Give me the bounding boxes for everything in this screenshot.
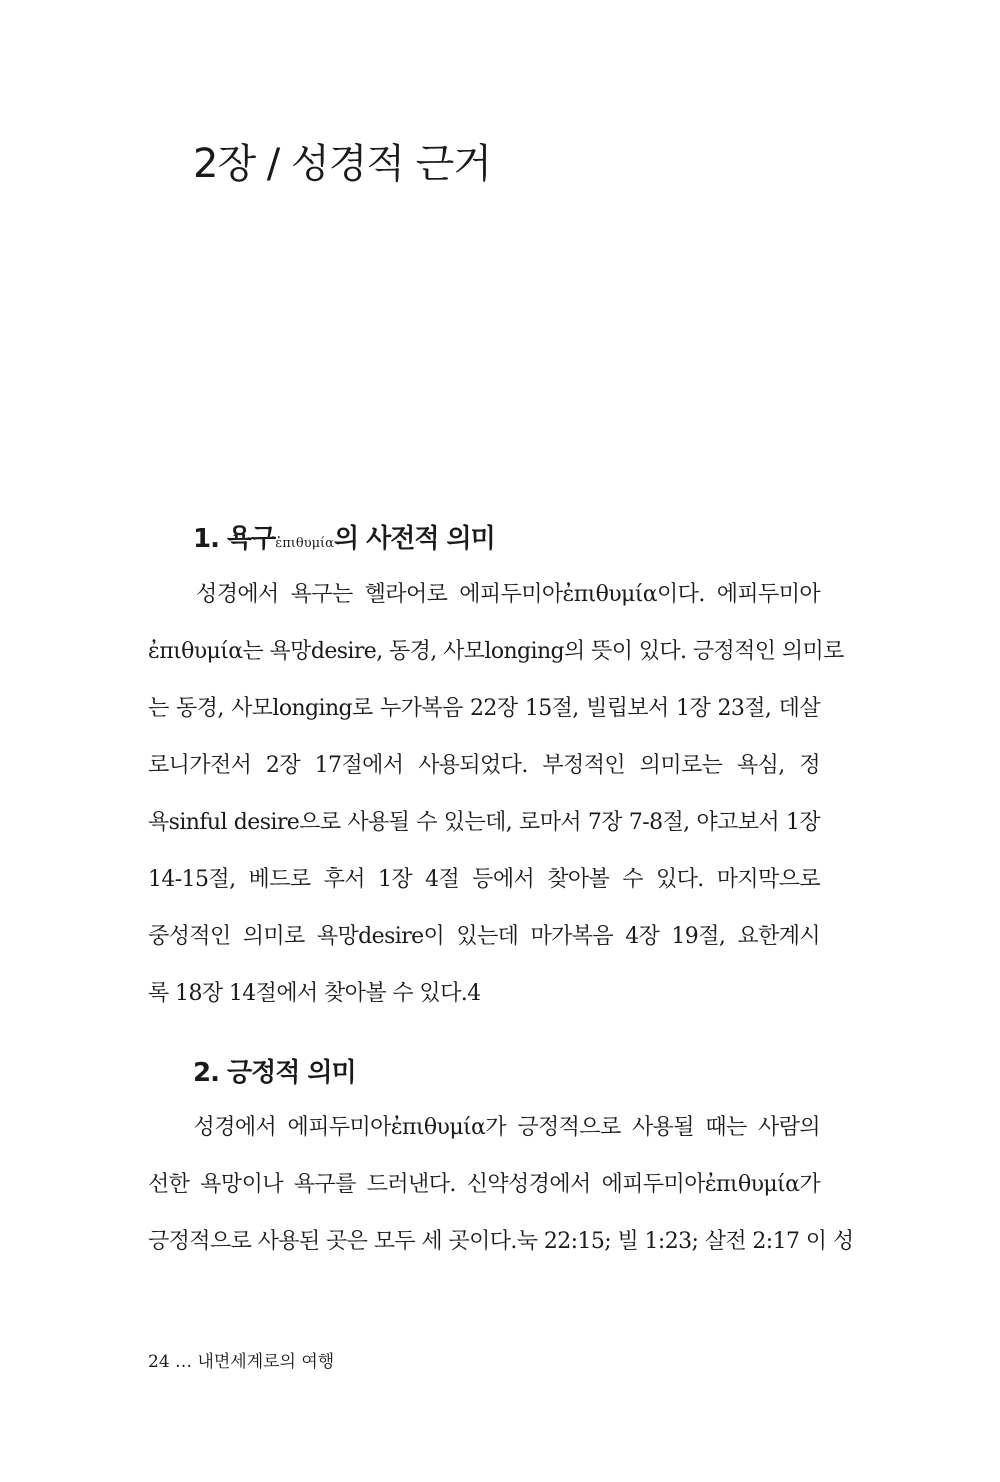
chapter-title: 2장 / 성경적 근거 [193, 141, 491, 187]
section-heading-1-post: 의 사전적 의미 [333, 524, 495, 554]
section-heading-2 [193, 1058, 356, 1089]
paragraph-line: ἐπιθυμία는 욕망desire, 동경, 사모longing의 뜻이 있다. 긍정적인 의미로 [148, 639, 844, 664]
section-1-paragraph [148, 566, 844, 1022]
paragraph-line: 14-15절, 베드로 후서 1장 4절 등에서 찾아볼 수 있다. 마지막으로 [148, 867, 820, 892]
page-footer: 24 … 내면세계로의 여행 [148, 1352, 335, 1372]
section-heading-1 [193, 524, 495, 555]
paragraph-line: 성경에서 욕구는 헬라어로 에피두미아ἐπιθυμία이다. 에피두미아 [148, 582, 820, 607]
paragraph-line: 로니가전서 2장 17절에서 사용되었다. 부정적인 의미로는 욕심, 정 [148, 753, 820, 778]
section-heading-1-greek: ἐπιθυμία [275, 536, 334, 551]
section-heading-1-pre: 1. 욕구 [193, 524, 276, 554]
paragraph-line: 중성적인 의미로 욕망desire이 있는데 마가복음 4장 19절, 요한계시 [148, 924, 820, 949]
paragraph-line: 는 동경, 사모longing로 누가복음 22장 15절, 빌립보서 1장 23절, 데살 [148, 696, 820, 721]
section-2-paragraph [148, 1099, 854, 1270]
section-heading-2-pre: 2. 긍정적 의미 [193, 1058, 356, 1088]
paragraph-line: 욕sinful desire으로 사용될 수 있는데, 로마서 7장 7-8절, 야고보서 1장 [148, 810, 820, 835]
paragraph-line: 선한 욕망이나 욕구를 드러낸다. 신약성경에서 에피두미아ἐπιθυμία가 [148, 1172, 820, 1197]
paragraph-line: 록 18장 14절에서 찾아볼 수 있다.4 [148, 981, 481, 1006]
paragraph-line: 긍정적으로 사용된 곳은 모두 세 곳이다.눅 22:15; 빌 1:23; 살전 2:17 이 성 [148, 1229, 854, 1254]
paragraph-line: 성경에서 에피두미아ἐπιθυμία가 긍정적으로 사용될 때는 사람의 [148, 1115, 820, 1140]
